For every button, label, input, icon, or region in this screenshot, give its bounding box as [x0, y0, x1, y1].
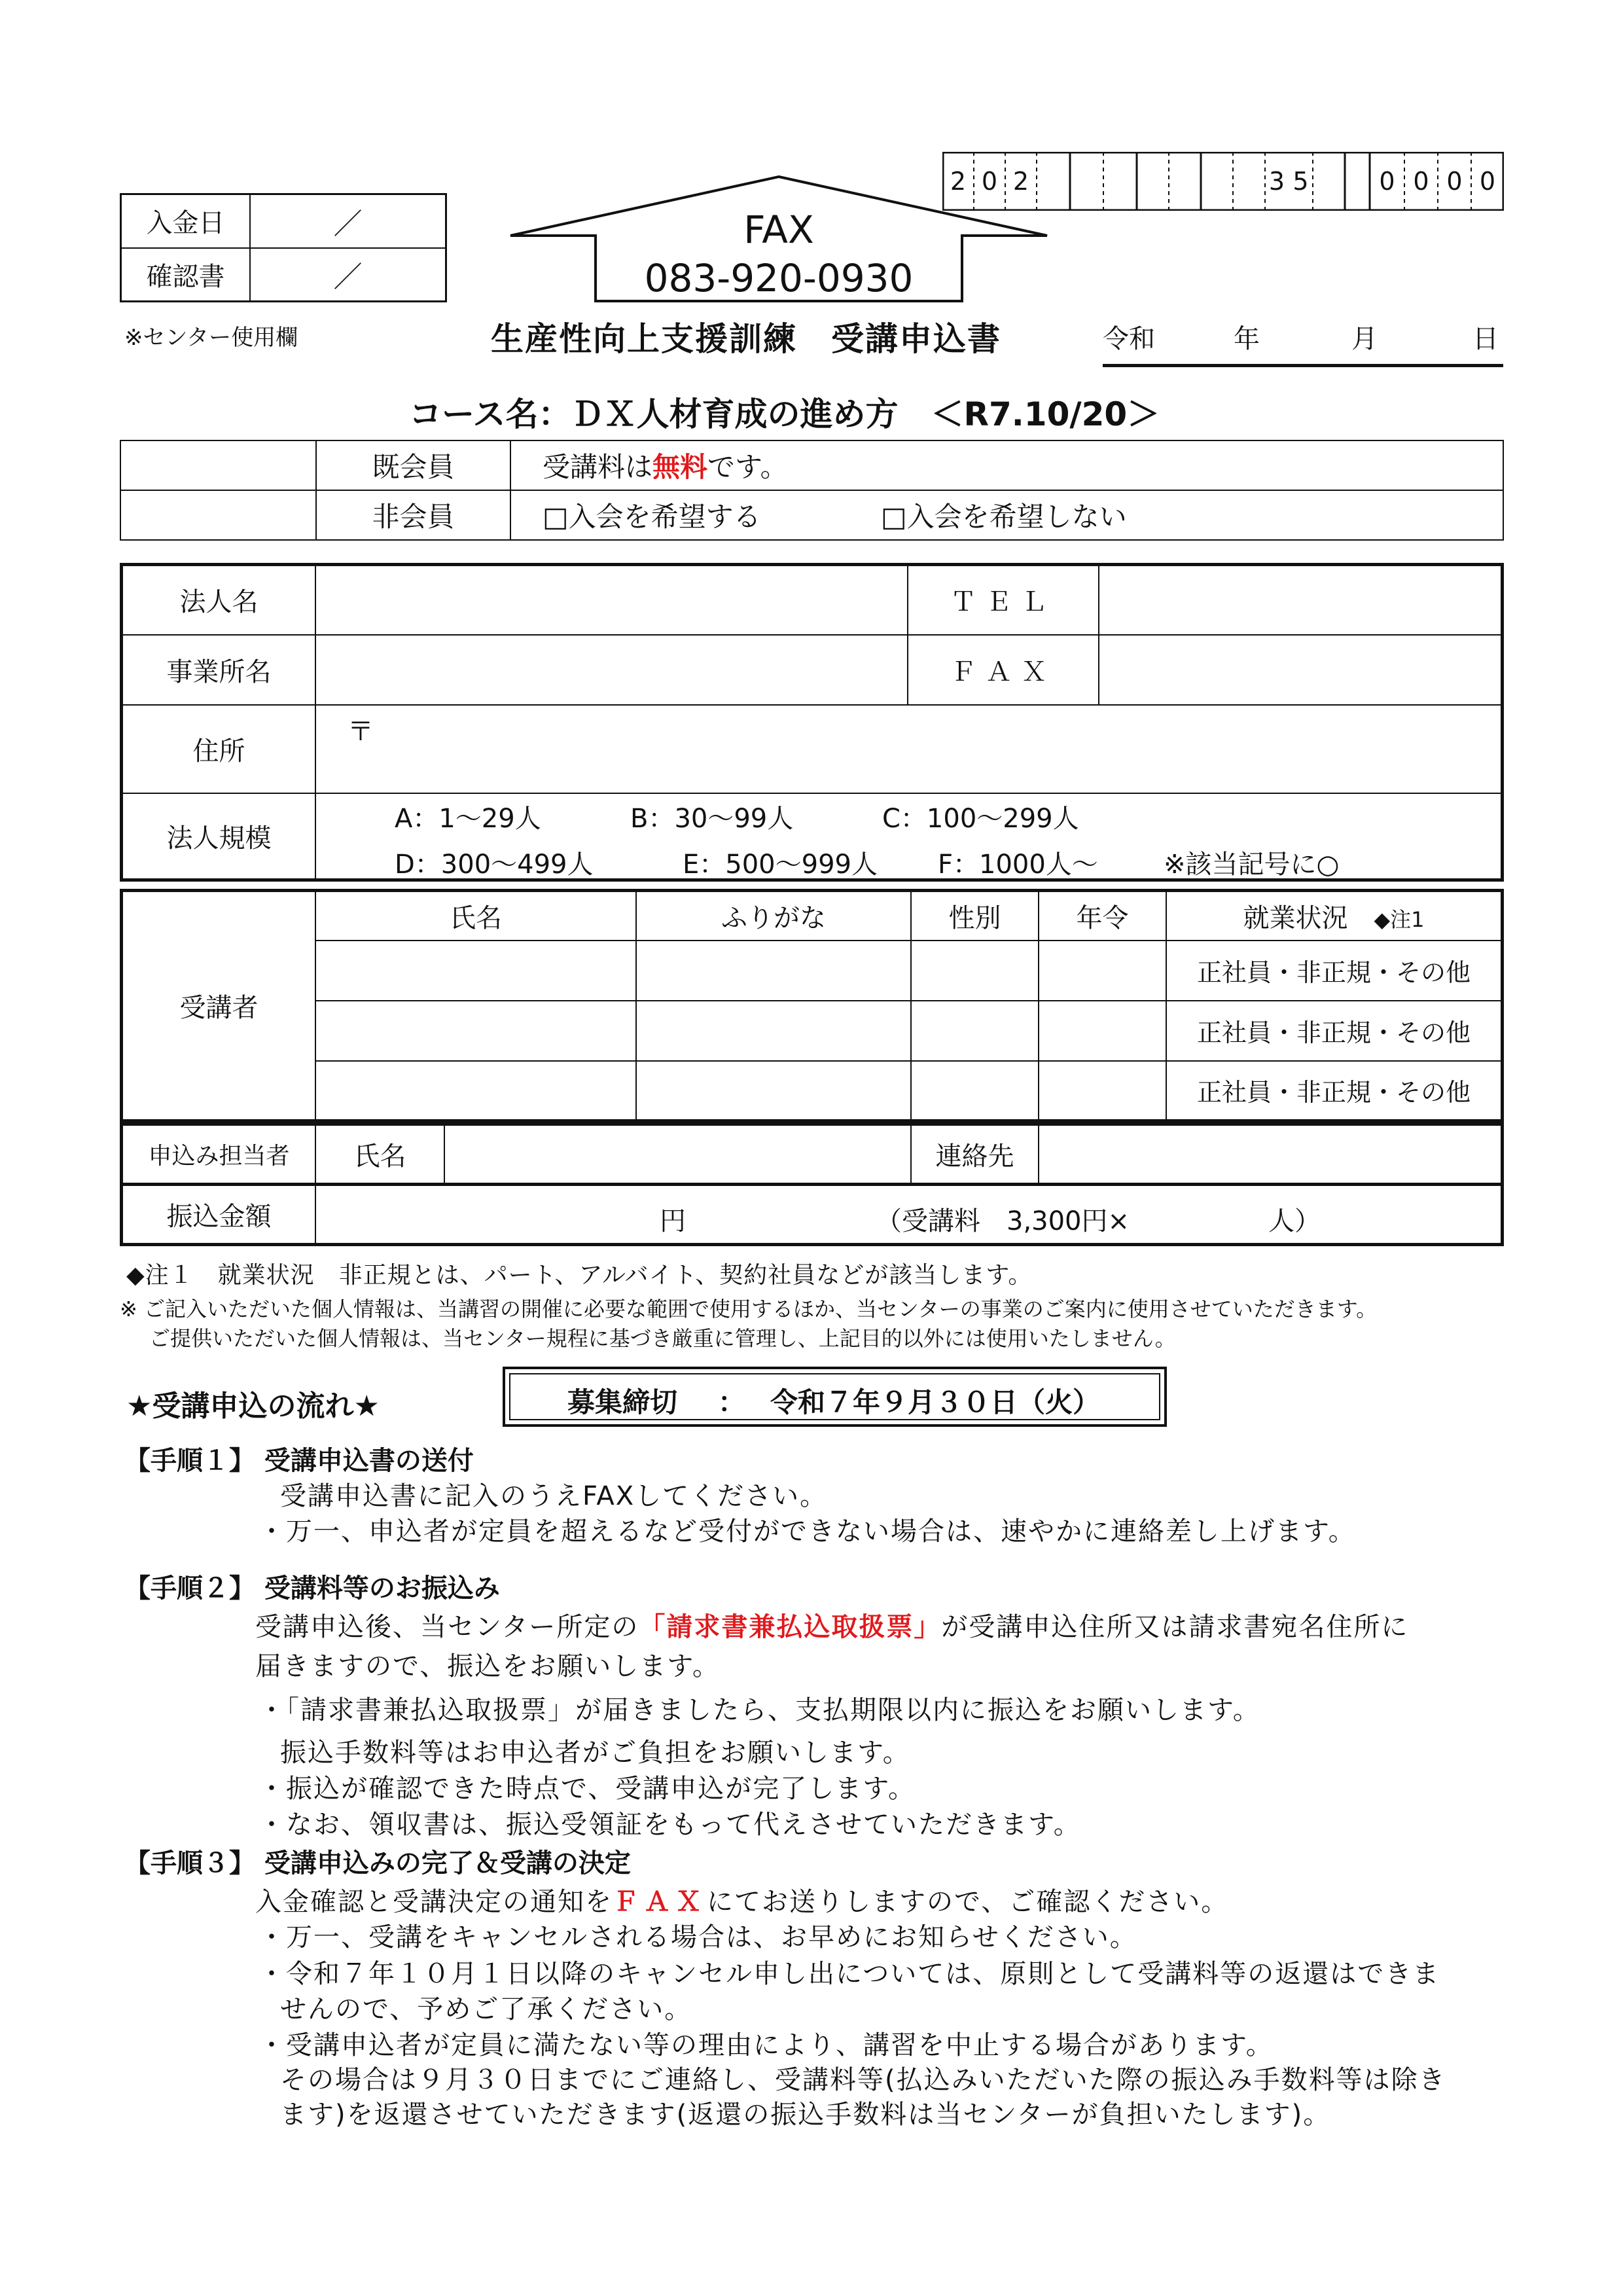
attendee-status-options[interactable]: 正社員・非正規・その他	[1166, 1061, 1503, 1121]
step1-line2: ・万一、申込者が定員を超えるなど受付ができない場合は、速やかに連絡差し上げます。	[259, 1516, 1356, 1547]
member-fee-text	[510, 440, 1503, 490]
step3-line6: その場合は９月３０日までにご連絡し、受講料等(払込みいただいた際の振込み手数料等は除き	[280, 2065, 1446, 2095]
nonmember-checkbox-cell[interactable]	[120, 490, 316, 540]
office-name-label: 事業所名	[122, 635, 316, 705]
payment-date-value[interactable]: ／	[250, 194, 446, 248]
id-digit: 2	[1012, 167, 1029, 196]
col-name: 氏名	[315, 891, 636, 941]
col-status	[1166, 891, 1503, 941]
amount-field[interactable]	[315, 1185, 1503, 1245]
id-digit: 5	[1293, 167, 1309, 196]
col-status-label: 就業状況	[1243, 903, 1348, 933]
attendee-age-field[interactable]	[1039, 1001, 1166, 1061]
membership-table	[120, 440, 1504, 541]
id-digit: 0	[1413, 167, 1429, 196]
attendees-label: 受講者	[122, 891, 316, 1121]
step3-line5: ・受講申込者が定員に満たない等の理由により、講習を中止する場合があります。	[259, 2030, 1274, 2060]
fax-number: 083-920-0930	[644, 256, 914, 300]
center-use-note: ※センター使用欄	[124, 325, 298, 351]
step3-line1	[255, 1884, 1228, 1920]
fee-text-b: です。	[707, 451, 788, 483]
amount-table	[120, 1183, 1504, 1246]
course-title: コース名：ＤＸ人材育成の進め方 ＜R7.10/20＞	[409, 395, 1160, 433]
step2-line1	[255, 1609, 1408, 1645]
id-digit: 0	[1379, 167, 1395, 196]
step3-line2: ・万一、受講をキャンセルされる場合は、お早めにお知らせください。	[259, 1922, 1137, 1952]
step1-heading: 【手順１】 受講申込書の送付	[124, 1446, 474, 1476]
scale-b[interactable]: B：30〜99人	[630, 803, 794, 834]
step2-line3: ・「請求書兼払込取扱票」が届きましたら、支払期限以内に振込をお願いします。	[259, 1695, 1260, 1725]
note-employment: ◆注１ 就業状況 非正規とは、パート、アルバイト、契約社員などが該当します。	[126, 1262, 1033, 1289]
attendee-name-field[interactable]	[315, 1061, 636, 1121]
contact-phone-field[interactable]	[1039, 1124, 1503, 1185]
deadline-date: 令和７年９月３０日（火）	[770, 1386, 1101, 1418]
fax-emphasis: ＦＡＸ	[613, 1887, 707, 1917]
contact-person-label: 申込み担当者	[122, 1124, 316, 1185]
privacy-note-2: ご提供いただいた個人情報は、当センター規程に基づき厳重に管理し、上記目的以外には使用いたしません。	[149, 1326, 1176, 1351]
col-age: 年令	[1039, 891, 1166, 941]
contact-name-label: 氏名	[315, 1124, 444, 1185]
amount-fee-note: （受講料 3,300円×	[876, 1206, 1130, 1236]
company-scale-options	[315, 793, 1503, 880]
attendee-name-field[interactable]	[315, 1001, 636, 1061]
form-title: 生産性向上支援訓練 受講申込書	[491, 320, 1001, 358]
nonmember-options	[510, 490, 1503, 540]
step1-line1: 受講申込書に記入のうえFAXしてください。	[280, 1481, 828, 1511]
flow-heading: ★受講申込の流れ★	[126, 1390, 380, 1423]
confirmation-value[interactable]: ／	[250, 248, 446, 302]
scale-e[interactable]: E：500〜999人	[683, 849, 878, 880]
attendee-kana-field[interactable]	[636, 1061, 911, 1121]
id-digit: 0	[1479, 167, 1496, 196]
fax-field[interactable]	[1099, 635, 1503, 705]
date-day: 日	[1472, 324, 1499, 354]
company-name-label: 法人名	[122, 565, 316, 635]
membership-checkbox-cell[interactable]	[120, 440, 316, 490]
amount-label: 振込金額	[122, 1185, 316, 1245]
step2-line5: ・振込が確認できた時点で、受講申込が完了します。	[259, 1774, 916, 1804]
member-label: 既会員	[316, 440, 510, 490]
step3-line1b: にてお送りしますので、ご確認ください。	[707, 1887, 1229, 1917]
deadline-sep: ：	[718, 1386, 746, 1418]
id-digit: 3	[1268, 167, 1285, 196]
amount-unit: 円	[660, 1206, 686, 1236]
step2-line2: 届きますので、振込をお願いします。	[255, 1651, 720, 1681]
col-kana: ふりがな	[636, 891, 911, 941]
step2-line1a: 受講申込後、当センター所定の	[255, 1612, 639, 1642]
fee-text-a: 受講料は	[543, 451, 653, 483]
attendee-age-field[interactable]	[1039, 941, 1166, 1001]
company-name-field[interactable]	[315, 565, 908, 635]
payment-date-label: 入金日	[121, 194, 251, 248]
amount-person: 人）	[1268, 1206, 1321, 1236]
company-scale-label: 法人規模	[122, 793, 316, 880]
step2-heading: 【手順２】 受講料等のお振込み	[124, 1573, 500, 1604]
step3-line7: ます)を返還させていただきます(返還の振込手数料は当センターが負担いたします)。	[280, 2100, 1331, 2130]
date-era: 令和	[1103, 324, 1155, 354]
id-digit: 0	[981, 167, 998, 196]
step3-heading: 【手順３】 受講申込みの完了＆受講の決定	[124, 1848, 631, 1878]
attendee-status-options[interactable]: 正社員・非正規・その他	[1166, 1001, 1503, 1061]
id-digit: 0	[1446, 167, 1463, 196]
contact-table	[120, 1122, 1504, 1186]
step2-line6: ・なお、領収書は、振込受領証をもって代えさせていただきます。	[259, 1810, 1081, 1840]
office-name-field[interactable]	[315, 635, 908, 705]
attendee-age-field[interactable]	[1039, 1061, 1166, 1121]
fee-free: 無料	[652, 451, 708, 483]
col-status-note: ◆注1	[1374, 906, 1425, 932]
invoice-form-name: 「請求書兼払込取扱票」	[639, 1612, 942, 1642]
postal-mark: 〒	[348, 716, 374, 747]
col-gender: 性別	[911, 891, 1039, 941]
confirmation-label: 確認書	[121, 248, 251, 302]
scale-d[interactable]: D：300〜499人	[395, 849, 594, 880]
attendee-status-options[interactable]: 正社員・非正規・その他	[1166, 941, 1503, 1001]
center-use-table	[120, 193, 447, 302]
scale-f[interactable]: F：1000人〜	[938, 849, 1098, 880]
attendee-kana-field[interactable]	[636, 1001, 911, 1061]
tel-field[interactable]	[1099, 565, 1503, 635]
scale-note: ※該当記号に○	[1164, 849, 1340, 880]
scale-c[interactable]: C：100〜299人	[882, 803, 1079, 834]
address-label: 住所	[122, 705, 316, 793]
contact-phone-label: 連絡先	[911, 1124, 1039, 1185]
date-line	[1103, 318, 1503, 367]
contact-name-field[interactable]	[444, 1124, 911, 1185]
join-option[interactable]: □入会を希望する	[543, 501, 761, 533]
attendee-name-field[interactable]	[315, 941, 636, 1001]
nojoin-option[interactable]: □入会を希望しない	[881, 501, 1127, 533]
step3-line4: せんので、予めご了承ください。	[280, 1994, 692, 2024]
privacy-note-1: ※ ご記入いただいた個人情報は、当講習の開催に必要な範囲で使用するほか、当センターの事業のご案内に使用させていただきます。	[120, 1297, 1378, 1321]
scale-a[interactable]: A：1〜29人	[395, 803, 541, 834]
attendee-gender-field[interactable]	[911, 1061, 1039, 1121]
fax-label: FAX	[743, 207, 814, 252]
attendee-gender-field[interactable]	[911, 1001, 1039, 1061]
step2-line1b: が受講申込住所又は請求書宛名住所に	[941, 1612, 1409, 1642]
attendee-gender-field[interactable]	[911, 941, 1039, 1001]
step3-line3: ・令和７年１０月１日以降のキャンセル申し出については、原則として受講料等の返還はできま	[259, 1959, 1440, 1989]
attendee-kana-field[interactable]	[636, 941, 911, 1001]
date-year: 年	[1234, 324, 1260, 354]
step3-line1a: 入金確認と受講決定の通知を	[255, 1887, 613, 1917]
deadline-box	[503, 1367, 1167, 1427]
step2-line4: 振込手数料等はお申込者がご負担をお願いします。	[280, 1738, 910, 1768]
date-month: 月	[1351, 324, 1378, 354]
attendees-table	[120, 889, 1504, 1122]
tel-label: ＴＥＬ	[908, 565, 1099, 635]
address-field[interactable]	[315, 705, 1503, 793]
company-table	[120, 563, 1504, 882]
fax-field-label: ＦＡＸ	[908, 635, 1099, 705]
id-digit: 2	[950, 167, 967, 196]
nonmember-label: 非会員	[316, 490, 510, 540]
deadline-label: 募集締切	[567, 1386, 678, 1418]
